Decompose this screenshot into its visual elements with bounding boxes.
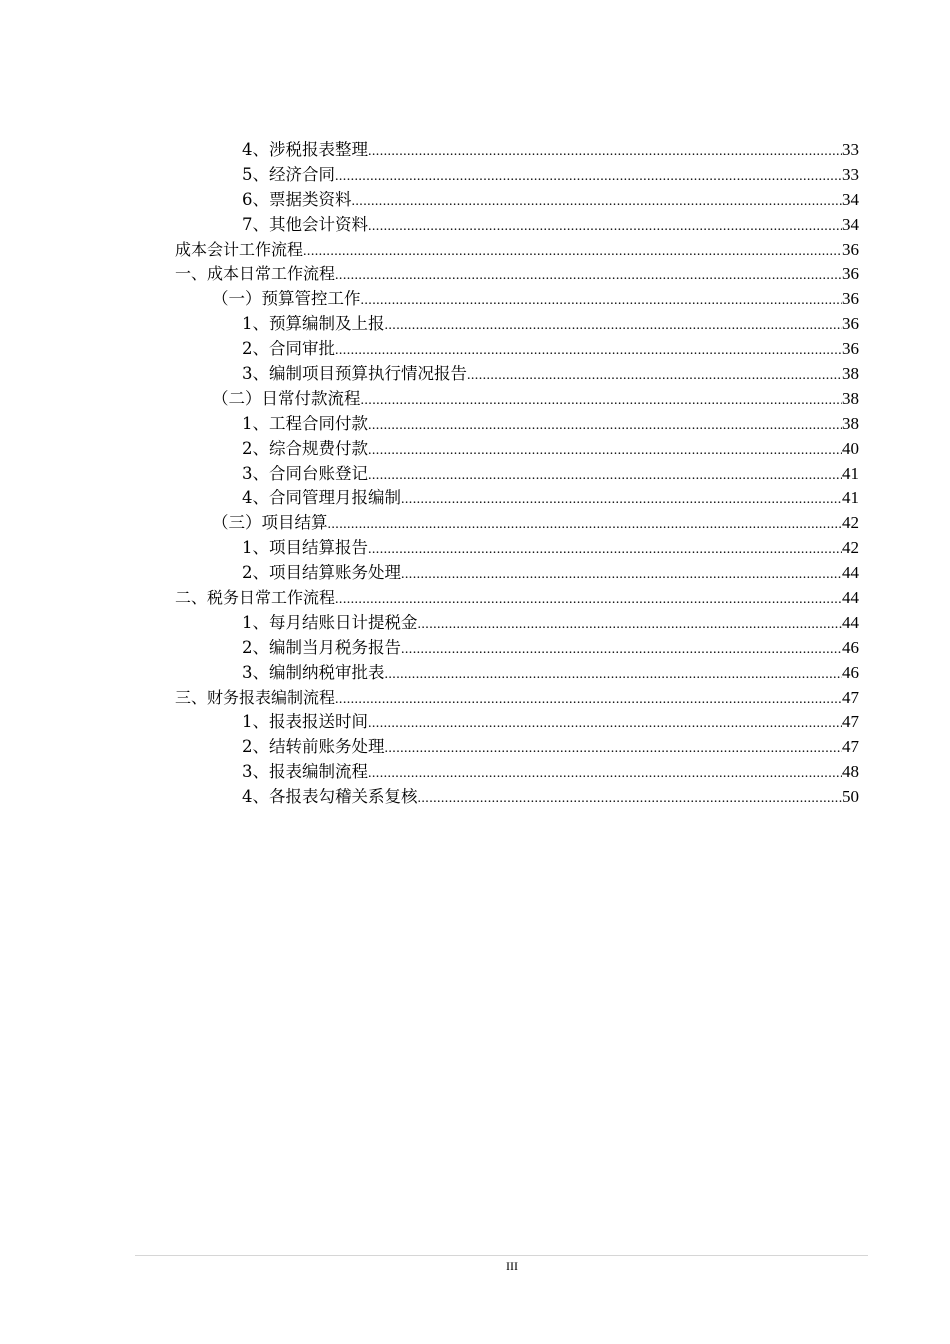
toc-entry-title: 4、合同管理月报编制 [242, 488, 401, 508]
toc-dot-leader [361, 289, 843, 314]
toc-entry-line [242, 138, 859, 165]
toc-entry-page-number: 42 [842, 513, 859, 533]
toc-entry-title: 3、编制纳税审批表 [242, 662, 385, 682]
toc-entry[interactable] [0, 710, 950, 735]
toc-entry-line [242, 163, 859, 190]
toc-entry-line [242, 785, 859, 812]
toc-entry[interactable] [0, 238, 950, 263]
toc-entry-title: 6、票据类资料 [242, 189, 352, 209]
toc-entry-page-number: 33 [842, 164, 859, 184]
toc-entry-line [242, 437, 859, 464]
toc-entry-page-number: 46 [842, 662, 859, 682]
toc-dot-leader [401, 638, 842, 663]
toc-dot-leader [368, 439, 842, 464]
toc-dot-leader [401, 563, 842, 588]
toc-entry-line [242, 760, 859, 787]
toc-entry-title: 1、预算编制及上报 [242, 314, 385, 334]
toc-entry[interactable] [0, 511, 950, 536]
toc-entry-line [242, 636, 859, 663]
toc-entry-line [242, 710, 859, 737]
toc-entry-page-number: 33 [842, 140, 859, 159]
toc-entry-title: 7、其他会计资料 [242, 214, 368, 234]
toc-entry-title: 3、报表编制流程 [242, 762, 368, 782]
toc-entry[interactable] [0, 437, 950, 462]
toc-dot-leader [368, 762, 842, 787]
toc-entry[interactable] [0, 561, 950, 586]
table-of-contents [0, 138, 950, 810]
toc-entry-title: （三）项目结算 [212, 513, 328, 533]
toc-entry-title: 一、成本日常工作流程 [175, 264, 336, 284]
toc-entry-page-number: 36 [842, 314, 859, 334]
toc-entry[interactable] [0, 686, 950, 711]
toc-entry[interactable] [0, 287, 950, 312]
toc-dot-leader [385, 663, 843, 688]
toc-entry-title: 1、每月结账日计提税金 [242, 612, 418, 632]
toc-entry[interactable] [0, 785, 950, 810]
footer-divider [135, 1255, 868, 1256]
toc-entry-page-number: 36 [842, 264, 859, 284]
footer-page-number: III [506, 1259, 518, 1273]
toc-entry[interactable] [0, 337, 950, 362]
toc-entry-page-number: 50 [842, 787, 859, 807]
toc-entry-line [242, 312, 859, 339]
toc-entry[interactable] [0, 163, 950, 188]
toc-entry-line [242, 462, 859, 489]
toc-dot-leader [385, 737, 843, 762]
toc-entry-page-number: 47 [842, 712, 859, 732]
toc-entry-page-number: 41 [842, 488, 859, 508]
toc-entry[interactable] [0, 462, 950, 487]
toc-entry[interactable] [0, 735, 950, 760]
toc-entry-page-number: 44 [842, 588, 859, 608]
toc-entry-title: 二、税务日常工作流程 [175, 588, 336, 608]
toc-dot-leader [335, 264, 842, 289]
toc-entry[interactable] [0, 486, 950, 511]
toc-entry-line [175, 686, 859, 713]
toc-dot-leader [335, 165, 842, 190]
toc-entry-line [242, 412, 859, 439]
toc-entry[interactable] [0, 636, 950, 661]
toc-entry-line [242, 536, 859, 563]
toc-dot-leader [368, 140, 842, 165]
toc-dot-leader [335, 688, 842, 713]
toc-entry[interactable] [0, 661, 950, 686]
toc-entry-page-number: 44 [842, 612, 859, 632]
toc-entry-page-number: 34 [842, 214, 859, 234]
toc-entry-title: 三、财务报表编制流程 [175, 687, 336, 707]
toc-entry[interactable] [0, 312, 950, 337]
toc-dot-leader [368, 414, 842, 439]
toc-entry-title: 5、经济合同 [242, 164, 335, 184]
toc-entry-title: （一）预算管控工作 [212, 289, 361, 309]
toc-dot-leader [303, 240, 842, 265]
toc-entry-page-number: 48 [842, 762, 859, 782]
toc-entry[interactable] [0, 387, 950, 412]
toc-entry-page-number: 38 [842, 364, 859, 384]
toc-entry-line [242, 337, 859, 364]
toc-entry-page-number: 36 [842, 289, 859, 309]
toc-entry-line [242, 362, 859, 389]
toc-entry[interactable] [0, 760, 950, 785]
toc-entry-line [212, 387, 859, 414]
toc-entry[interactable] [0, 138, 950, 163]
toc-dot-leader [328, 513, 843, 538]
toc-entry-title: 2、项目结算账务处理 [242, 563, 401, 583]
toc-entry-title: 成本会计工作流程 [175, 239, 304, 259]
toc-dot-leader [361, 389, 843, 414]
toc-dot-leader [368, 538, 842, 563]
toc-entry-line [212, 287, 859, 314]
toc-entry-line [242, 611, 859, 638]
toc-dot-leader [467, 364, 842, 389]
toc-entry-page-number: 38 [842, 413, 859, 433]
toc-entry-line [242, 735, 859, 762]
toc-entry-page-number: 46 [842, 637, 859, 657]
toc-entry[interactable] [0, 362, 950, 387]
toc-entry-title: 2、编制当月税务报告 [242, 637, 401, 657]
toc-entry-title: 1、项目结算报告 [242, 538, 368, 558]
toc-entry-page-number: 47 [842, 687, 859, 707]
toc-entry-title: 2、结转前账务处理 [242, 737, 385, 757]
toc-dot-leader [368, 712, 842, 737]
toc-dot-leader [335, 339, 842, 364]
toc-entry-title: 2、合同审批 [242, 339, 335, 359]
toc-dot-leader [418, 787, 843, 812]
toc-dot-leader [368, 215, 842, 240]
toc-entry-title: 1、报表报送时间 [242, 712, 368, 732]
toc-dot-leader [401, 488, 842, 513]
toc-entry-line [175, 586, 859, 613]
toc-dot-leader [335, 588, 842, 613]
toc-entry-page-number: 40 [842, 438, 859, 458]
toc-entry[interactable] [0, 262, 950, 287]
toc-entry-line [242, 661, 859, 688]
toc-entry-title: 4、各报表勾稽关系复核 [242, 787, 418, 807]
toc-entry-line [242, 188, 859, 215]
toc-entry-title: （二）日常付款流程 [212, 388, 361, 408]
toc-entry-title: 3、编制项目预算执行情况报告 [242, 364, 467, 384]
toc-dot-leader [352, 190, 843, 215]
toc-entry[interactable] [0, 611, 950, 636]
toc-entry-line [242, 213, 859, 240]
toc-entry-title: 4、涉税报表整理 [242, 140, 368, 159]
toc-dot-leader [418, 613, 843, 638]
toc-entry-line [242, 561, 859, 588]
toc-entry-page-number: 44 [842, 563, 859, 583]
toc-entry-page-number: 36 [842, 339, 859, 359]
toc-entry-page-number: 42 [842, 538, 859, 558]
toc-entry-page-number: 47 [842, 737, 859, 757]
toc-entry[interactable] [0, 412, 950, 437]
toc-entry-line [175, 262, 859, 289]
toc-entry[interactable] [0, 188, 950, 213]
toc-entry-title: 1、工程合同付款 [242, 413, 368, 433]
toc-entry-page-number: 41 [842, 463, 859, 483]
toc-entry[interactable] [0, 586, 950, 611]
toc-entry-line [212, 511, 859, 538]
toc-entry[interactable] [0, 213, 950, 238]
toc-dot-leader [385, 314, 843, 339]
toc-entry-title: 2、综合规费付款 [242, 438, 368, 458]
toc-entry-title: 3、合同台账登记 [242, 463, 368, 483]
toc-entry-page-number: 38 [842, 388, 859, 408]
toc-entry-page-number: 34 [842, 189, 859, 209]
toc-entry[interactable] [0, 536, 950, 561]
toc-dot-leader [368, 464, 842, 489]
toc-entry-line [175, 238, 859, 265]
toc-entry-page-number: 36 [842, 239, 859, 259]
toc-entry-line [242, 486, 859, 513]
